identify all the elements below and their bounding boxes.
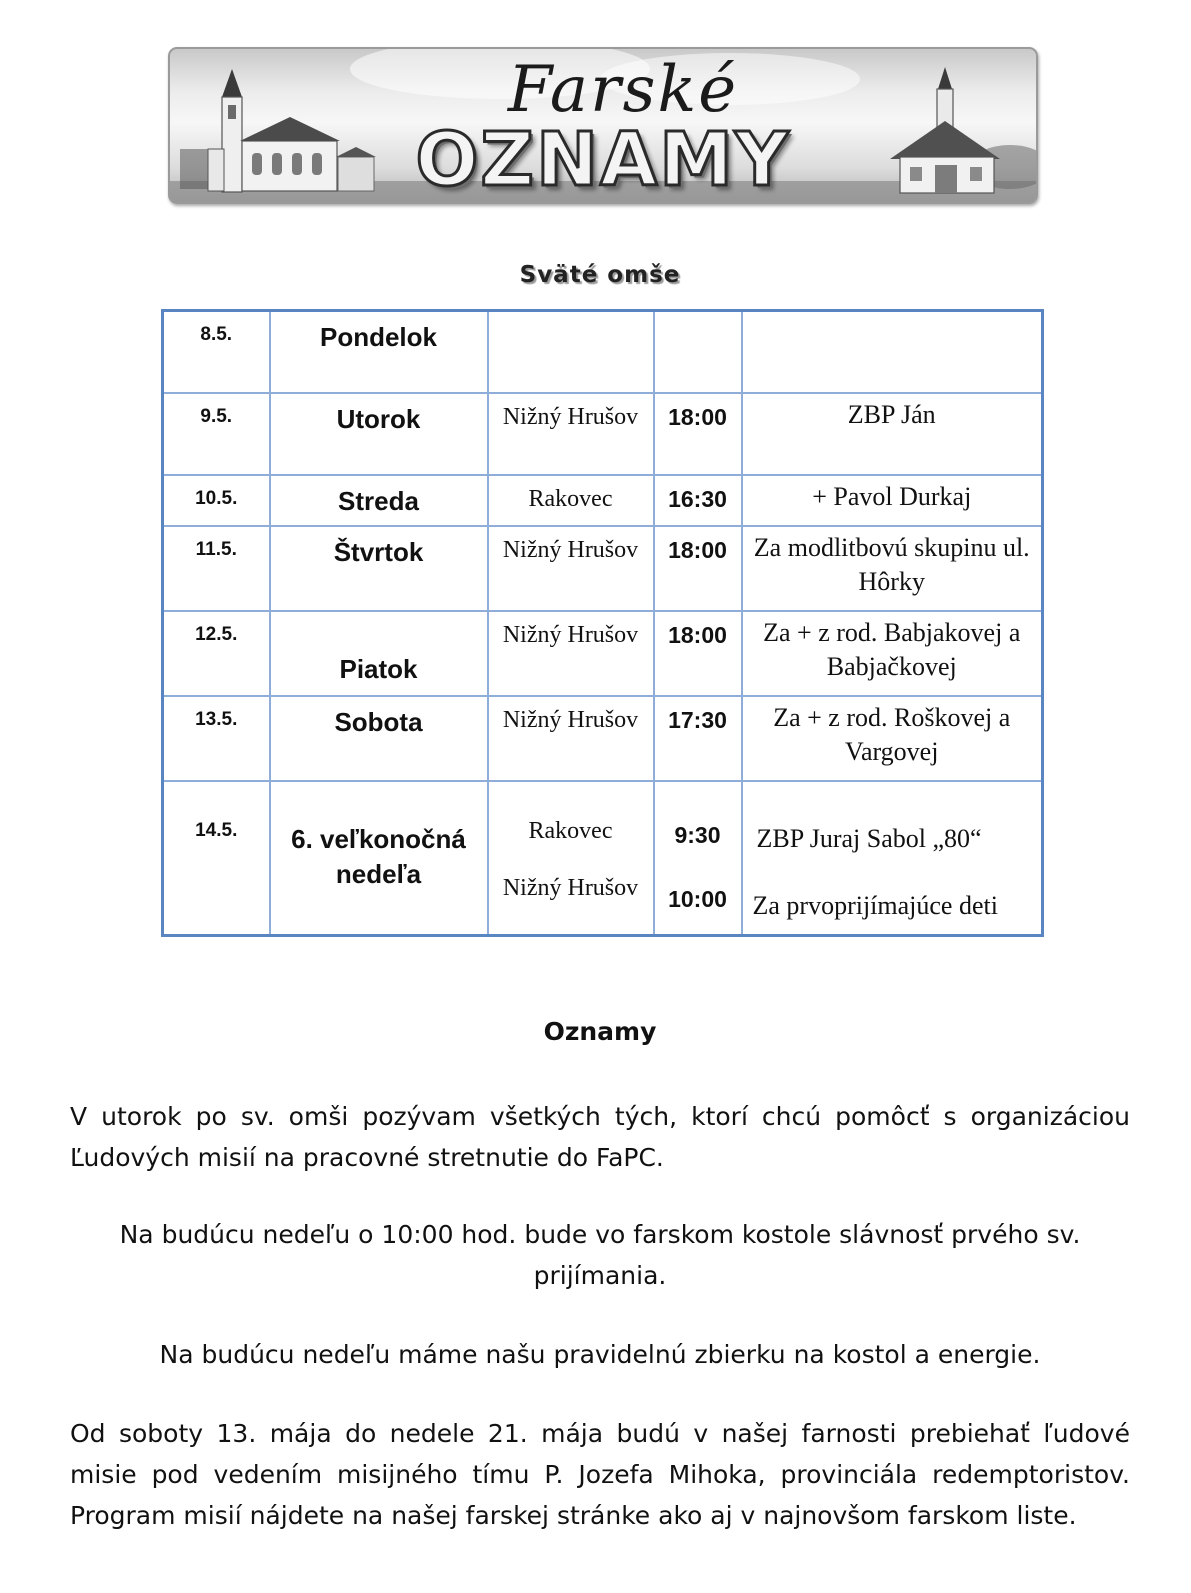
banner-title-script: Farské [507,53,739,127]
row-place [488,781,654,936]
place-first: Rakovec [528,817,613,844]
mass-schedule-table [161,309,1044,937]
row-date: 11.5. [163,526,270,611]
intention-second: Za prvoprijímajúce deti [752,890,998,920]
row-intention [742,311,1043,393]
row-intention [742,781,1043,936]
row-place: Nižný Hrušov [488,393,654,475]
row-place [488,311,654,393]
row-intention: Za modlitbovú skupinu ul. Hôrky [742,526,1043,611]
row-date: 10.5. [163,475,270,526]
row-date: 13.5. [163,696,270,781]
announcement-paragraph: Na budúcu nedeľu máme našu pravidelnú zbierku na kostol a energie. [159,1340,1041,1369]
row-place: Nižný Hrušov [488,526,654,611]
table-row [163,393,1043,475]
row-time [654,781,742,936]
row-day: Štvrtok [270,526,488,611]
row-day: 6. veľkonočná nedeľa [270,781,488,936]
table-row [163,781,1043,936]
table-row [163,526,1043,611]
row-intention: Za + z rod. Roškovej a Vargovej [742,696,1043,781]
table-row [163,696,1043,781]
mass-schedule-title: Sväté omše [519,262,681,288]
row-date: 12.5. [163,611,270,696]
banner-title-main: OZNAMY [415,117,791,203]
row-intention: ZBP Ján [742,393,1043,475]
time-first: 9:30 [674,821,721,848]
row-time: 18:00 [654,393,742,475]
row-place: Nižný Hrušov [488,611,654,696]
table-row [163,611,1043,696]
announcements-title: Oznamy [543,1017,657,1046]
row-date: 9.5. [163,393,270,475]
row-place: Rakovec [488,475,654,526]
row-time: 18:00 [654,611,742,696]
row-day: Utorok [270,393,488,475]
row-day: Streda [270,475,488,526]
table-row [163,475,1043,526]
row-day: Piatok [270,611,488,696]
place-second: Nižný Hrušov [502,874,639,901]
table-row [163,311,1043,393]
announcement-paragraph: V utorok po sv. omši pozývam všetkých tých, ktorí chcú pomôcť s organizáciou Ľudových misií na pracovné stretnutie do FaPC. [70,1102,1130,1172]
row-time [654,311,742,393]
intention-first: ZBP Juraj Sabol „80“ [756,823,982,853]
row-intention: Za + z rod. Babjakovej a Babjačkovej [742,611,1043,696]
announcement-paragraph: Na budúcu nedeľu o 10:00 hod. bude vo farskom kostole slávnosť prvého sv. prijímania. [119,1220,1081,1290]
row-intention: + Pavol Durkaj [742,475,1043,526]
row-day: Pondelok [270,311,488,393]
time-second: 10:00 [668,885,727,912]
announcement-paragraph: Od soboty 13. mája do nedele 21. mája budú v našej farnosti prebiehať ľudové misie pod vedením misijného tímu P. Jozefa Mihoka, provinciála redemptoristov. Program misií nájdete na našej farskej stránke ako aj v najnovšom farskom liste. [70,1419,1130,1530]
header-banner [168,47,1038,204]
row-day: Sobota [270,696,488,781]
row-time: 17:30 [654,696,742,781]
row-place: Nižný Hrušov [488,696,654,781]
row-time: 16:30 [654,475,742,526]
row-date: 14.5. [163,781,270,936]
row-time: 18:00 [654,526,742,611]
row-date: 8.5. [163,311,270,393]
